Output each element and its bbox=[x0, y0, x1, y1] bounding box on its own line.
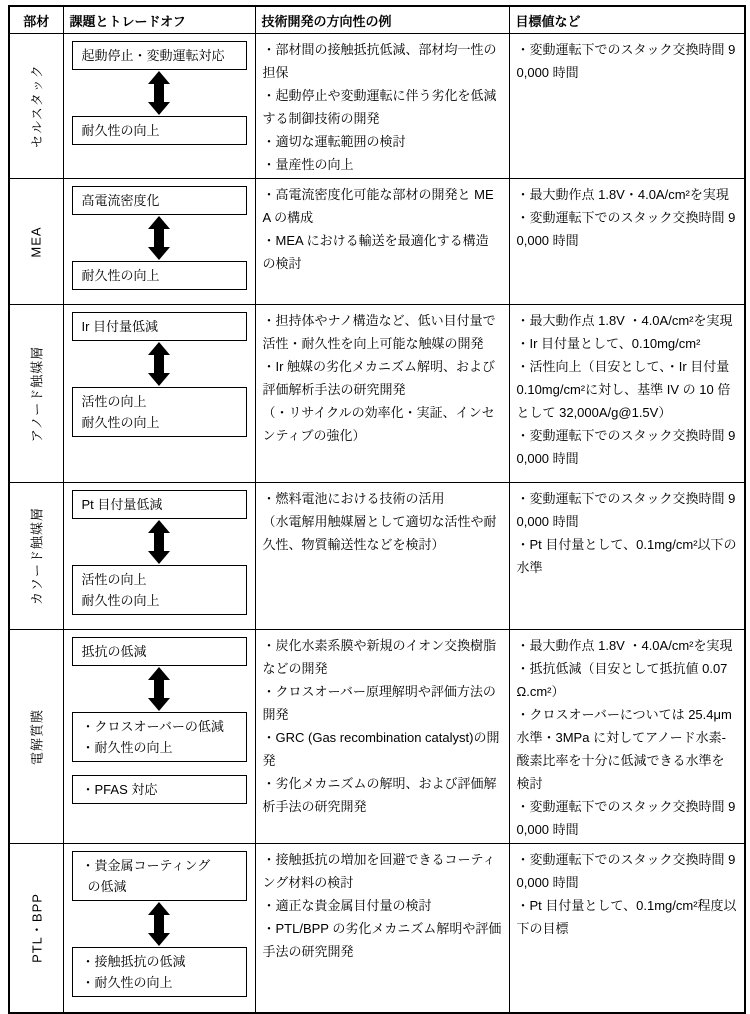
directions-cell bbox=[255, 844, 509, 1014]
component-label: アノード触媒層 bbox=[29, 345, 45, 442]
table-row bbox=[9, 34, 745, 179]
direction-item: ・部材間の接触抵抗低減、部材均一性の担保 bbox=[262, 42, 497, 80]
direction-item: ・高電流密度化可能な部材の開発と MEA の構成 bbox=[262, 187, 494, 225]
tradeoff-box-label: 耐久性の向上 bbox=[81, 268, 160, 283]
targets-cell bbox=[509, 34, 745, 179]
direction-item: ・接触抵抗の増加を回避できるコーティング材料の検討 bbox=[262, 852, 496, 890]
tradeoff-box bbox=[72, 712, 247, 762]
component-label: カソード触媒層 bbox=[29, 506, 45, 606]
tradeoff-box bbox=[72, 490, 247, 519]
table-row bbox=[9, 483, 745, 630]
tradeoff-box-label: ・耐久性の向上 bbox=[81, 975, 173, 990]
tradeoff-box-label: 高電流密度化 bbox=[81, 193, 160, 208]
header-directions: 技術開発の方向性の例 bbox=[255, 6, 509, 34]
target-item: ・変動運転下でのスタック交換時間 90,000 時間 bbox=[516, 799, 736, 837]
target-item: ・最大動作点 1.8V ・4.0A/cm²を実現 bbox=[516, 638, 733, 653]
component-cell bbox=[9, 179, 63, 305]
tradeoff-box bbox=[72, 947, 247, 997]
table-row bbox=[9, 305, 745, 483]
target-item: ・Pt 目付量として、0.1mg/cm²程度以下の目標 bbox=[516, 898, 737, 936]
tradeoff-box bbox=[72, 775, 247, 804]
tradeoff-box-label: 活性の向上 bbox=[81, 572, 147, 587]
directions-cell bbox=[255, 34, 509, 179]
header-row bbox=[9, 6, 745, 34]
direction-item: ・Ir 触媒の劣化メカニズム解明、および評価解析手法の研究開発 bbox=[262, 359, 496, 397]
tradeoff-box-label: Pt 目付量低減 bbox=[81, 497, 163, 512]
tradeoff-cell bbox=[63, 305, 255, 483]
tradeoff-box-label: 活性の向上 bbox=[81, 394, 147, 409]
direction-item: ・燃料電池における技術の活用 bbox=[262, 491, 445, 506]
tradeoff-arrow-icon bbox=[69, 216, 250, 260]
development-table bbox=[8, 5, 746, 1014]
direction-item: ・GRC (Gas recombination catalyst)の開発 bbox=[262, 730, 500, 768]
target-item: ・変動運転下でのスタック交換時間 90,000 時間 bbox=[516, 852, 736, 890]
component-cell bbox=[9, 305, 63, 483]
tradeoff-cell bbox=[63, 630, 255, 844]
direction-item: ・クロスオーバー原理解明や評価方法の開発 bbox=[262, 684, 496, 722]
direction-item: ・MEA における輸送を最適化する構造の検討 bbox=[262, 233, 489, 271]
tradeoff-box-label: 起動停止・変動運転対応 bbox=[81, 48, 225, 63]
tradeoff-arrow-icon bbox=[69, 667, 250, 711]
target-item: ・クロスオーバーについては 25.4μm 水準・3MPa に対してアノード水素-酸素比率を十分に低減できる水準を検討 bbox=[516, 707, 732, 791]
direction-item: ・適切な運転範囲の検討 bbox=[262, 134, 406, 149]
target-item: ・変動運転下でのスタック交換時間 90,000 時間 bbox=[516, 42, 736, 80]
header-component: 部材 bbox=[9, 6, 63, 34]
table-row bbox=[9, 179, 745, 305]
component-cell bbox=[9, 483, 63, 630]
tradeoff-box bbox=[72, 637, 247, 666]
component-cell bbox=[9, 34, 63, 179]
tradeoff-arrow-icon bbox=[69, 520, 250, 564]
tradeoff-box bbox=[72, 565, 247, 615]
target-item: ・活性向上（目安として、・Ir 目付量 0.10mg/cm²に対し、基準 IV の 10 倍として 32,000A/g@1.5V） bbox=[516, 359, 731, 420]
tradeoff-box-label: 抵抗の低減 bbox=[81, 644, 147, 659]
tradeoff-box bbox=[72, 186, 247, 215]
target-item: ・Pt 目付量として、0.1mg/cm²以下の水準 bbox=[516, 537, 737, 575]
tradeoff-cell bbox=[63, 483, 255, 630]
target-item: ・変動運転下でのスタック交換時間 90,000 時間 bbox=[516, 491, 736, 529]
component-label: MEA bbox=[28, 225, 44, 258]
tradeoff-box-label: ・耐久性の向上 bbox=[81, 740, 173, 755]
tradeoff-box bbox=[72, 41, 247, 70]
component-label: PTL・BPP bbox=[29, 893, 45, 963]
target-item: ・Ir 目付量として、0.10mg/cm² bbox=[516, 336, 701, 351]
target-item: ・抵抗低減（目安として抵抗値 0.07Ω.cm²） bbox=[516, 661, 728, 699]
tradeoff-box bbox=[72, 116, 247, 145]
tradeoff-box-label: 耐久性の向上 bbox=[81, 123, 160, 138]
tradeoff-box bbox=[72, 387, 247, 437]
tradeoff-box-label: の低減 bbox=[87, 879, 127, 894]
direction-item: （水電解用触媒層として適切な活性や耐久性、物質輸送性などを検討） bbox=[262, 514, 497, 552]
table-row bbox=[9, 630, 745, 844]
tradeoff-arrow-icon bbox=[69, 902, 250, 946]
tradeoff-box-label: ・接触抵抗の低減 bbox=[81, 954, 186, 969]
tradeoff-box-label: ・クロスオーバーの低減 bbox=[81, 719, 224, 734]
direction-item: ・担持体やナノ構造など、低い目付量で活性・耐久性を向上可能な触媒の開発 bbox=[262, 313, 496, 351]
component-label: 電解質膜 bbox=[29, 708, 45, 765]
component-cell bbox=[9, 844, 63, 1014]
target-item: ・変動運転下でのスタック交換時間 90,000 時間 bbox=[516, 428, 736, 466]
target-item: ・変動運転下でのスタック交換時間 90,000 時間 bbox=[516, 210, 736, 248]
targets-cell bbox=[509, 483, 745, 630]
direction-item: ・適正な貴金属目付量の検討 bbox=[262, 898, 432, 913]
directions-cell bbox=[255, 305, 509, 483]
tradeoff-box bbox=[72, 261, 247, 290]
tradeoff-box-label: ・貴金属コーティング bbox=[81, 858, 211, 873]
tradeoff-cell bbox=[63, 844, 255, 1014]
direction-item: ・炭化水素系膜や新規のイオン交換樹脂などの開発 bbox=[262, 638, 497, 676]
header-targets: 目標値など bbox=[509, 6, 745, 34]
direction-item: ・起動停止や変動運転に伴う劣化を低減する制御技術の開発 bbox=[262, 88, 497, 126]
directions-cell bbox=[255, 179, 509, 305]
targets-cell bbox=[509, 179, 745, 305]
direction-item: （・リサイクルの効率化・実証、インセンティブの強化） bbox=[262, 405, 495, 443]
tradeoff-box bbox=[72, 312, 247, 341]
targets-cell bbox=[509, 630, 745, 844]
target-item: ・最大動作点 1.8V・4.0A/cm²を実現 bbox=[516, 187, 729, 202]
direction-item: ・劣化メカニズムの解明、および評価解析手法の研究開発 bbox=[262, 776, 497, 814]
target-item: ・最大動作点 1.8V ・4.0A/cm²を実現 bbox=[516, 313, 733, 328]
targets-cell bbox=[509, 844, 745, 1014]
directions-cell bbox=[255, 483, 509, 630]
tradeoff-arrow-icon bbox=[69, 71, 250, 115]
targets-cell bbox=[509, 305, 745, 483]
tradeoff-cell bbox=[63, 34, 255, 179]
tradeoff-box bbox=[72, 851, 247, 901]
tradeoff-box-label: Ir 目付量低減 bbox=[81, 319, 159, 334]
tradeoff-arrow-icon bbox=[69, 342, 250, 386]
direction-item: ・量産性の向上 bbox=[262, 157, 354, 172]
direction-item: ・PTL/BPP の劣化メカニズム解明や評価手法の研究開発 bbox=[262, 921, 502, 959]
tradeoff-box-label: 耐久性の向上 bbox=[81, 415, 160, 430]
tradeoff-cell bbox=[63, 179, 255, 305]
table-row bbox=[9, 844, 745, 1014]
tradeoff-box-label: ・PFAS 対応 bbox=[81, 782, 158, 797]
header-tradeoff: 課題とトレードオフ bbox=[63, 6, 255, 34]
component-label: セルスタック bbox=[29, 64, 45, 148]
tradeoff-box-label: 耐久性の向上 bbox=[81, 593, 160, 608]
component-cell bbox=[9, 630, 63, 844]
directions-cell bbox=[255, 630, 509, 844]
